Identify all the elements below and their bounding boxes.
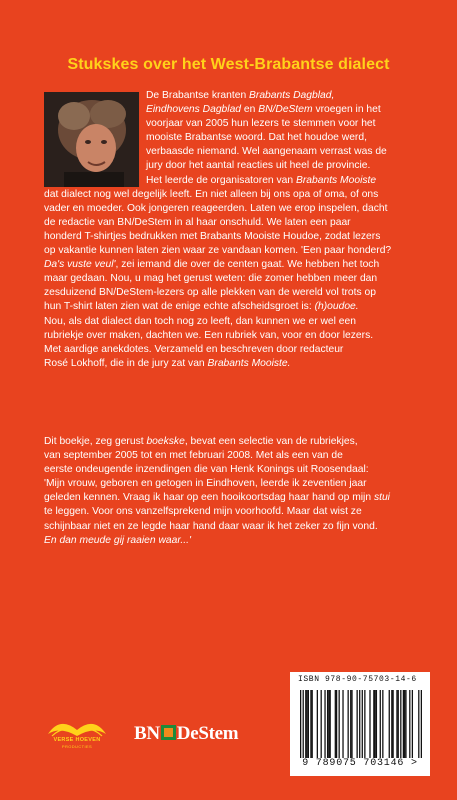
barcode-bar — [342, 690, 343, 758]
text-segment: honderd T-shirtjes bedrukken met Brabants Mooiste Houdoe, zodat lezers — [44, 230, 381, 242]
text-segment: En dan meude gij raaien waar...' — [44, 534, 191, 546]
bn-destem-logo — [134, 723, 238, 745]
text-line — [44, 272, 416, 286]
barcode-bar — [350, 690, 351, 758]
text-line — [44, 520, 416, 534]
barcode-bar — [305, 690, 306, 758]
text-segment: Brabants Mooiste — [295, 174, 377, 186]
barcode-bar — [376, 690, 377, 758]
barcode-bar — [317, 690, 318, 758]
barcode-bar — [300, 690, 301, 758]
barcode-bar — [324, 690, 325, 758]
text-line — [44, 286, 416, 300]
barcode-number: 9 789075 703146 > — [302, 758, 418, 769]
barcode-bar — [391, 690, 392, 758]
barcode-bar — [369, 690, 370, 758]
bn-destem-logo-mark — [161, 725, 176, 740]
text-segment: dat dialect nog wel degelijk leeft. En niet alleen bij ons opa of oma, of ons — [44, 188, 379, 200]
text-segment: jury door het aantal reacties uit heel de provincie. — [146, 160, 371, 172]
barcode-bar — [321, 690, 322, 758]
barcode-bar — [351, 690, 352, 758]
text-line — [44, 202, 416, 216]
text-segment: verbaasde niemand. Wel aangenaam verrast was de — [146, 146, 387, 158]
text-segment: zesduizend BN/DeStem-lezers op alle plekken van de wereld vol trots op — [44, 287, 376, 299]
barcode-bar — [327, 690, 328, 758]
barcode-bar — [403, 690, 404, 758]
text-segment: en — [241, 104, 259, 116]
text-segment: rubriekje over maken, dachten we. Een rubriek van, voor en door lezers. — [44, 329, 374, 341]
barcode-bar — [336, 690, 337, 758]
barcode-bar — [362, 690, 363, 758]
text-segment: Dit boekje, zeg gerust — [44, 436, 147, 447]
barcode-bar — [412, 690, 413, 758]
barcode-bar — [348, 690, 349, 758]
text-line — [44, 449, 416, 463]
text-segment: (h)oudoe. — [314, 301, 359, 313]
text-segment: eerste ondeugende inzendingen die van Henk Konings uit Roosendaal: — [44, 464, 369, 476]
barcode-bar — [409, 690, 410, 758]
text-line — [44, 315, 416, 329]
text-segment: hun T-shirt laten zien wat de enige echte afscheidsgroet is: — [44, 301, 315, 313]
barcode-bar — [328, 690, 329, 758]
barcode — [290, 672, 430, 776]
isbn-text: ISBN 978-90-75703-14-6 — [298, 675, 417, 684]
barcode-bar — [389, 690, 390, 758]
text-line — [44, 216, 416, 230]
text-line — [44, 131, 416, 145]
barcode-bar — [404, 690, 405, 758]
text-line — [44, 505, 416, 519]
text-segment: Da's vuste veul' — [44, 259, 116, 271]
text-segment: te leggen. Voor ons vanzelfsprekend mijn voorhoofd. Maar dat wist ze — [44, 506, 362, 518]
intro-paragraph — [44, 89, 416, 371]
text-segment: Het leerde de organisatoren van — [146, 174, 296, 186]
text-line — [44, 230, 416, 244]
bn-destem-logo-left: BN — [134, 723, 160, 744]
barcode-bar — [380, 690, 381, 758]
barcode-bar — [382, 690, 383, 758]
publisher-sub: PRODUCTIES — [61, 744, 93, 749]
text-segment: boekske — [146, 436, 185, 447]
barcode-bar — [398, 690, 399, 758]
text-segment: vroegen in het — [312, 104, 381, 116]
text-segment: mooiste Brabantse woord. Dat het houdoe werd, — [146, 132, 367, 144]
text-line — [44, 174, 416, 188]
text-line — [44, 258, 416, 272]
barcode-bar — [357, 690, 358, 758]
barcode-bars — [300, 690, 422, 758]
back-cover-title: Stukskes over het West-Brabantse dialect — [67, 56, 390, 73]
text-segment: geleden kennen. Vraag ik haar op een hooikoortsdag haar hand op mijn — [44, 492, 374, 504]
second-paragraph — [44, 435, 416, 548]
text-line — [44, 534, 416, 548]
text-segment: , bevat een selectie van de rubriekjes, — [184, 436, 358, 447]
text-line — [44, 103, 416, 117]
text-segment: De Brabantse kranten — [146, 90, 250, 101]
barcode-bar — [330, 690, 331, 758]
text-segment: Met aardige anekdotes. Verzameld en beschreven door redacteur — [44, 343, 344, 355]
barcode-bar — [392, 690, 393, 758]
text-segment: op vakantie kunnen laten zien waar ze vandaan komen. 'Een paar honderd? — [44, 245, 392, 257]
text-line — [44, 435, 416, 449]
text-line — [44, 357, 416, 371]
text-segment: Nou, als dat dialect dan toch nog zo leeft, dan kunnen we er wel een — [44, 315, 356, 327]
text-segment: schijnbaar niet en ze legde haar hand daar waar ik het zeker zo fijn vond. — [44, 520, 378, 532]
barcode-bar — [308, 690, 309, 758]
text-segment: voorjaar van 2005 hun lezers te stemmen voor het — [146, 118, 376, 130]
barcode-bar — [396, 690, 397, 758]
publisher-name: VERSE HOEVEN — [53, 737, 101, 743]
text-line — [44, 159, 416, 173]
text-line — [44, 477, 416, 491]
barcode-bar — [374, 690, 375, 758]
barcode-bar — [306, 690, 307, 758]
text-segment: van september 2005 tot en met februari 2008. Met als een van de — [44, 450, 343, 462]
barcode-bar — [400, 690, 401, 758]
bn-destem-logo-right: DeStem — [176, 723, 239, 744]
text-line — [44, 89, 416, 103]
text-segment: Brabants Dagblad, — [249, 90, 335, 101]
text-line — [44, 244, 416, 258]
text-line — [44, 329, 416, 343]
barcode-bar — [310, 690, 311, 758]
text-segment: Rosé Lokhoff, die in de jury zat van — [44, 357, 208, 369]
text-line — [44, 343, 416, 357]
barcode-bar — [421, 690, 422, 758]
text-segment: vader en moeder. Ook jongeren reageerden. Laten we erop inspelen, dacht — [44, 202, 388, 214]
barcode-bar — [405, 690, 406, 758]
barcode-bar — [312, 690, 313, 758]
text-line — [44, 463, 416, 477]
text-segment: maar gedaan. Nou, u mag het gerust weten: die zomer hebben meer dan — [44, 273, 378, 285]
text-segment: de redactie van BN/DeStem in al haar onschuld. We laten een paar — [44, 216, 351, 228]
barcode-bar — [373, 690, 374, 758]
text-segment: stui — [373, 492, 390, 504]
text-segment: Eindhovens Dagblad — [146, 104, 242, 116]
text-line — [44, 117, 416, 131]
text-segment: Brabants Mooiste. — [207, 357, 291, 369]
text-segment: 'Mijn vrouw, geboren en getogen in Eindhoven, leerde ik zeventien jaar — [44, 478, 367, 490]
text-line — [44, 300, 416, 314]
barcode-bar — [359, 690, 360, 758]
text-line — [44, 145, 416, 159]
text-line — [44, 491, 416, 505]
barcode-bar — [364, 690, 365, 758]
text-segment: BN/DeStem — [258, 104, 313, 116]
barcode-bar — [418, 690, 419, 758]
text-line — [44, 188, 416, 202]
barcode-bar — [303, 690, 304, 758]
barcode-bar — [339, 690, 340, 758]
text-segment: , zei iemand die over de centen gaat. We hebben het toch — [115, 259, 380, 271]
barcode-bar — [335, 690, 336, 758]
